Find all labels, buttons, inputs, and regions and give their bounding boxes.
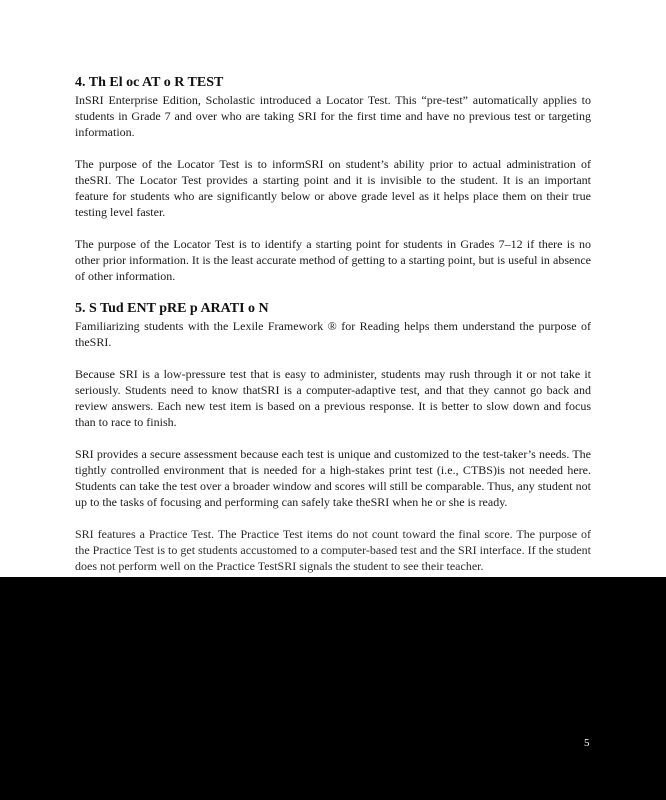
paragraph: InSRI Enterprise Edition, Scholastic introduced a Locator Test. This “pre-test” automatically applies to students in Grade 7 and over who are taking SRI for the first time and have no previous test or targeting information. (75, 93, 591, 139)
section-locator-test (75, 74, 591, 284)
dark-overlay (0, 577, 666, 800)
section-heading: 4. Th El oc AT o R TEST (75, 75, 224, 90)
paragraph: SRI provides a secure assessment because each test is unique and customized to the test-taker’s needs. The tightly controlled environment that is needed for a high-stakes print test (i.e., CTBS)is not needed here. Students can take the test over a broader window and scores will still be comparable. Thus, any student not up to the tasks of focusing and performing can safely take theSRI when he or she is ready. (75, 447, 591, 509)
section-heading: 5. S Tud ENT pRE p ARATI o N (75, 301, 269, 316)
paragraph: SRI features a Practice Test. The Practice Test items do not count toward the final score. The purpose of the Practice Test is to get students accustomed to a computer-based test and the SRI interface. If the student does not perform well on the Practice TestSRI signals the student to see their teacher. (75, 527, 591, 573)
paragraph: The purpose of the Locator Test is to identify a starting point for students in Grades 7–12 if there is no other prior information. It is the least accurate method of getting to a starting point, but is useful in absence of other information. (75, 237, 591, 283)
page-number: 5 (584, 737, 590, 749)
paragraph: Familiarizing students with the Lexile Framework ® for Reading helps them understand the purpose of theSRI. (75, 319, 591, 349)
paragraph: Because SRI is a low-pressure test that is easy to administer, students may rush through it or not take it seriously. Students need to know thatSRI is a computer-adaptive test, and that they cannot go back and review answers. Each new test item is based on a previous response. It is better to slow down and focus than to race to finish. (75, 367, 591, 429)
paragraph: The purpose of the Locator Test is to informSRI on student’s ability prior to actual administration of theSRI. The Locator Test provides a starting point and it is invisible to the student. It is an important feature for students who are significantly below or above grade level as it helps place them on their true testing level faster. (75, 157, 591, 219)
